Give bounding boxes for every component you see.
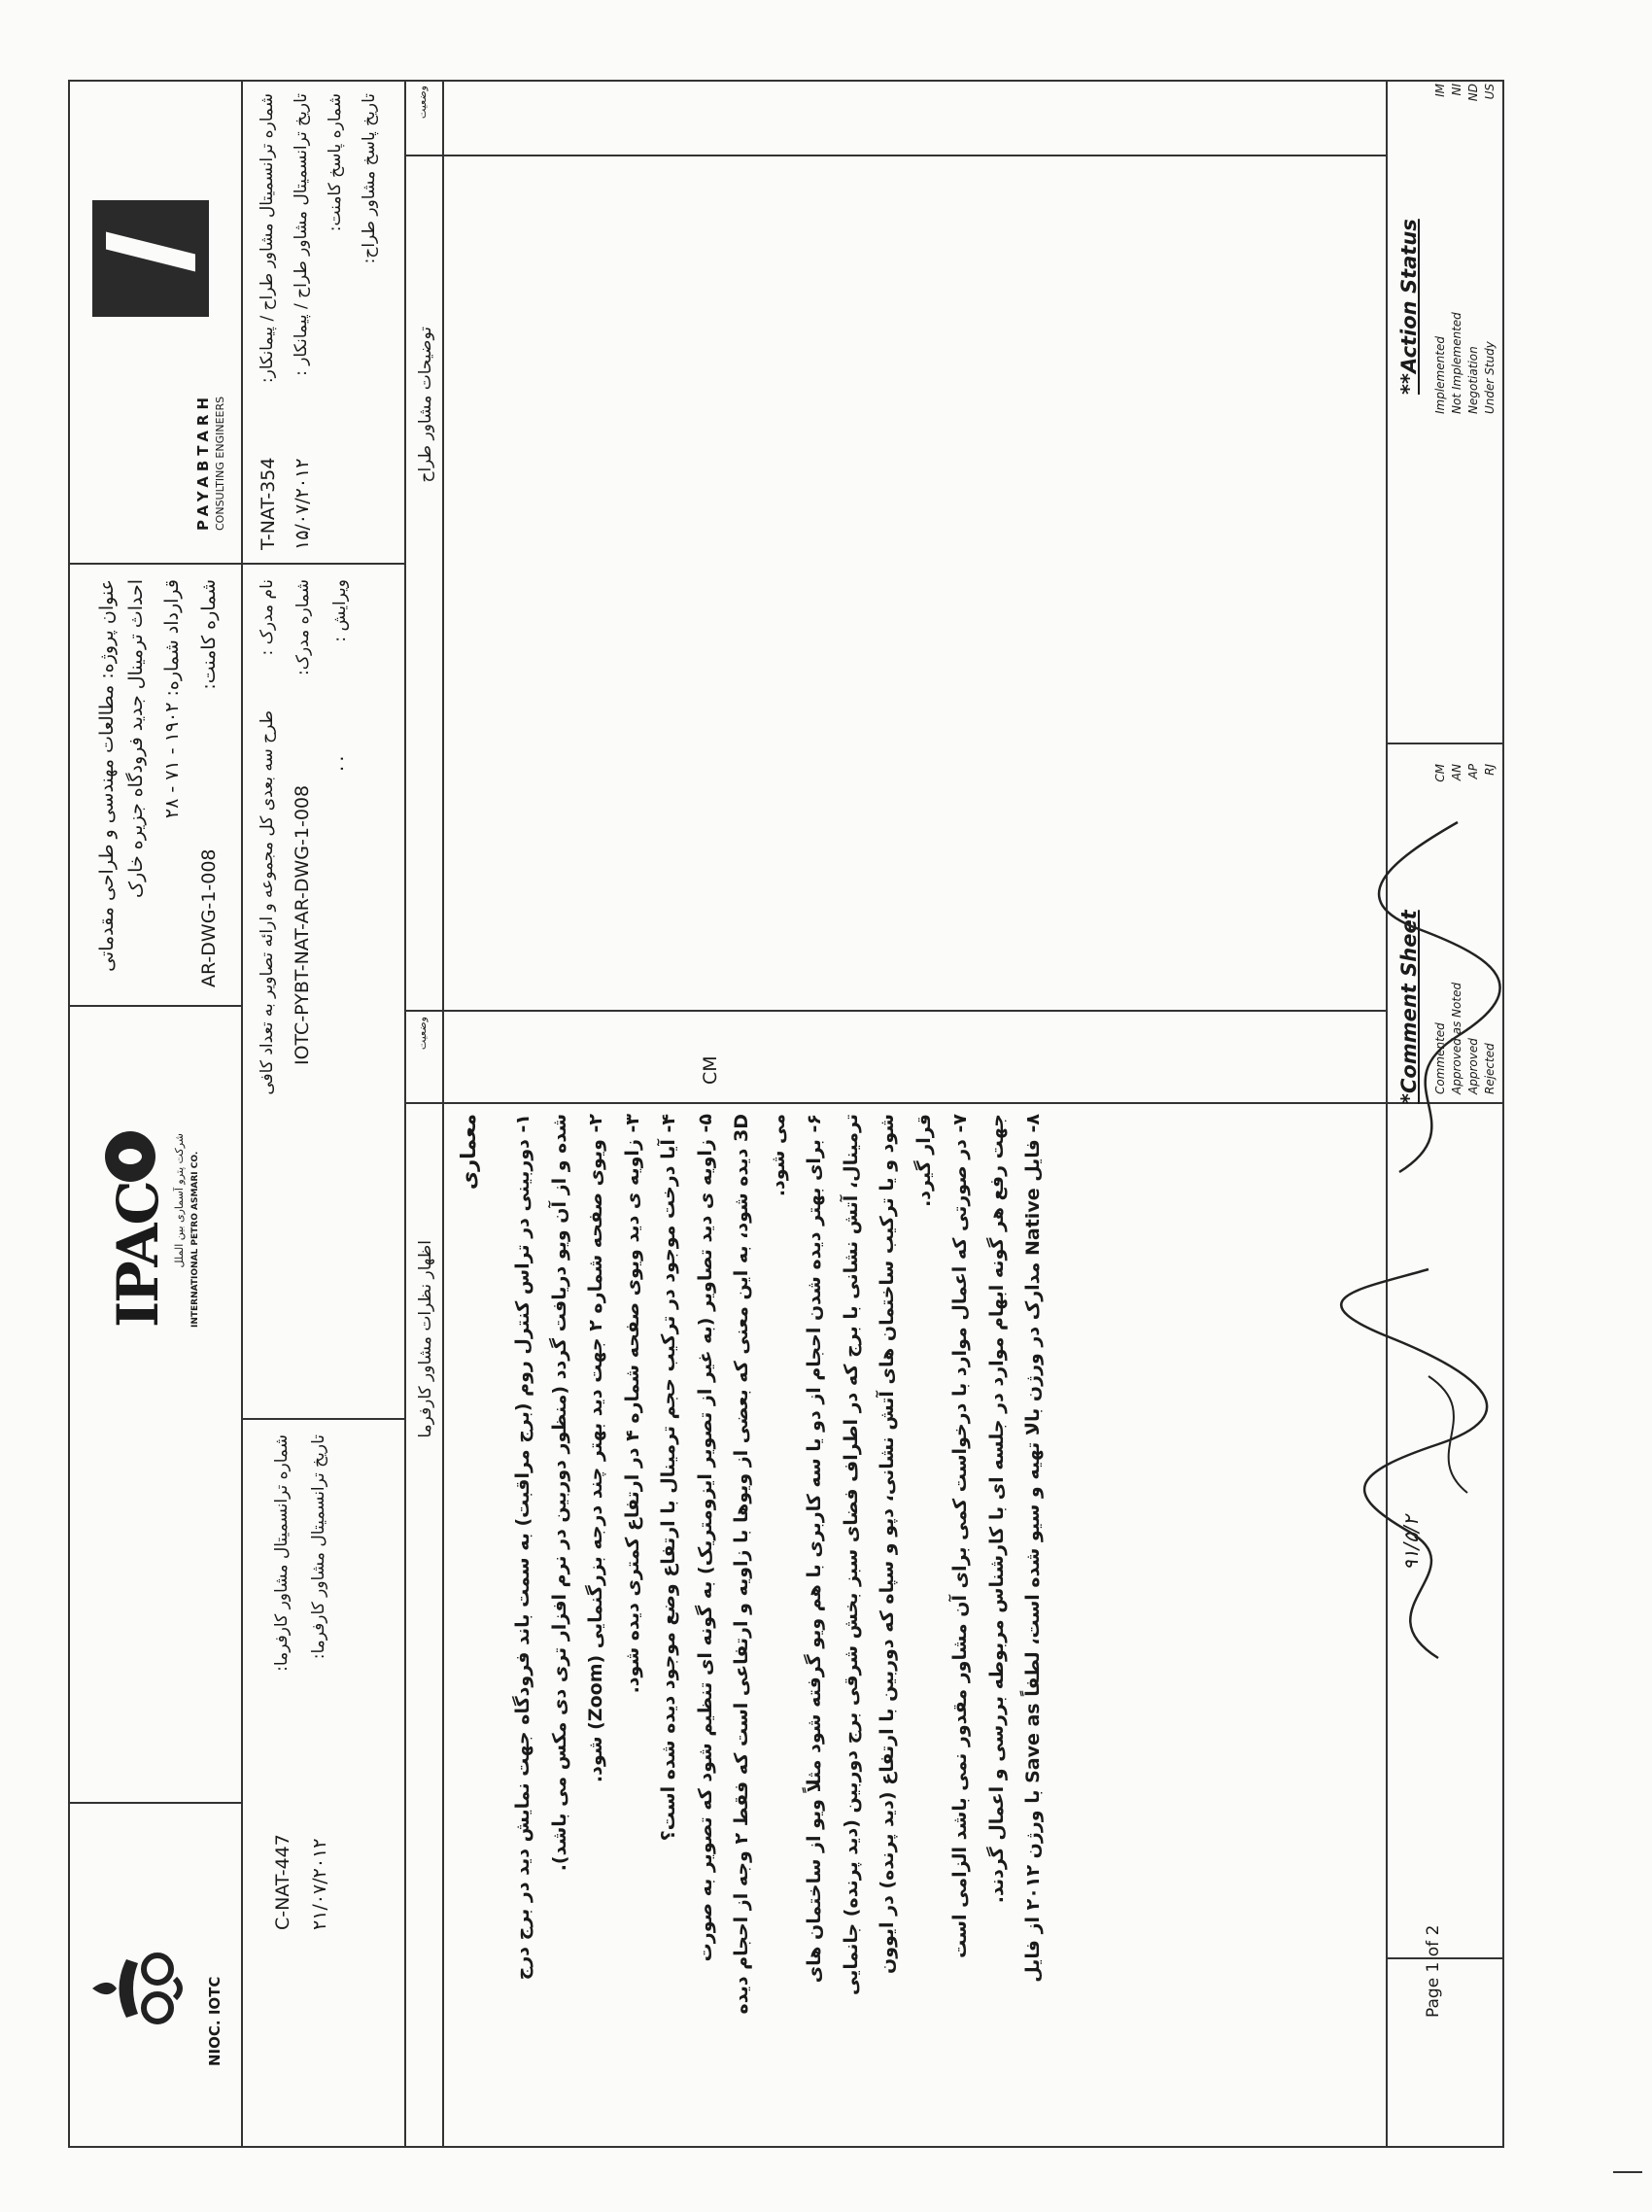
comment-line: ۴- آیا درخت موجود در ترکیب حجم ترمینال با ارتفاع وضع موجود دیده شده است؟ [658, 1114, 679, 1842]
comment-line: 3D دیده شود، به این معنی که بعضی از ویوها با زاویه و ارتفاعی است که فقط ۲ وجه از احجام دیده [731, 1114, 752, 2015]
doc-name-label: نام مدرک : [258, 579, 277, 656]
legend-code: AN [1450, 764, 1463, 781]
payabtarh-name: PAYABTARH [194, 392, 212, 531]
comment-line: شده و از آن ویو دریافت گردد (منظور دوربین در نرم افزار تری دی مکس می باشد). [548, 1114, 570, 1872]
legend-label: Commented [1433, 1022, 1447, 1094]
doc-name: طرح سه بعدی کل مجموعه و ارائه تصاویر به تعداد کافی [258, 710, 277, 1095]
nioc-label: NIOC. IOTC [206, 1976, 224, 2066]
legend-code: IM [1433, 84, 1447, 97]
info-divider-2 [243, 1418, 406, 1420]
legend-label: Rejected [1483, 1043, 1497, 1094]
legend-divider-2 [1388, 743, 1504, 744]
comment-line: ترمینال، آتش نشانی با برج که در اطراف فضای سبز بخش شرقی برج دوربین (دید پرنده) جانمایی [840, 1114, 862, 1996]
header-frame [68, 80, 243, 2148]
table-header-line [442, 80, 444, 2148]
nioc-logo [87, 1940, 194, 2037]
project-title: عنوان پروژه: مطالعات مهندسی و طراحی مقدماتی احداث ترمینال جدید فرودگاه جزیره خارک [96, 579, 147, 972]
legend-label: Negotiation [1466, 346, 1480, 414]
table-col-divider-2 [406, 1010, 1388, 1012]
revision: ۰۰ [330, 753, 352, 774]
section-title: معماری [457, 1114, 480, 1191]
action-status-title: **Action Status [1397, 219, 1421, 395]
page-number: Page 1 of 2 [1424, 1924, 1443, 2018]
client-transmittal-date: ۲۱/۰۷/۲۰۱۲ [309, 1838, 330, 1930]
legend-row [1450, 84, 1466, 414]
legend-code: ND [1466, 84, 1480, 102]
contract-number: قرارداد شماره: ۱۹۰۲ - ۷۱ - ۲۸ [161, 579, 183, 819]
consultant-transmittal-date-label: تاریخ ترانسمیتال مشاور طراح / پیمانکار : [292, 93, 311, 376]
consultant-transmittal-no: T-NAT-354 [258, 457, 279, 550]
comment-line: ۳- زاویه ی دید ویوی صفحه شماره ۴ در ارتفاع کمتری دیده شود. [621, 1114, 643, 1694]
ipac-logo-text: IPAC [105, 1182, 171, 1328]
legend-label: Under Study [1483, 341, 1497, 414]
legend-label: Implemented [1433, 336, 1447, 414]
legend-row [1466, 84, 1483, 414]
comment-line: ۶- برای بهتر دیده شدن احجام از دو یا سه کاربری با هم ویو گرفته شود مثلاً ویو از ساختمان های [804, 1114, 825, 1984]
payabtarh-logo [92, 200, 209, 317]
client-transmittal-label: شماره ترانسمیتال مشاور کارفرما: [272, 1434, 292, 1672]
legend-divider-3 [1388, 1957, 1504, 1959]
comment-sheet-title: *Comment Sheet [1397, 910, 1421, 1104]
comment-number-label: شماره کامنت: [198, 579, 220, 690]
legend-code: NI [1450, 84, 1463, 96]
col-status-mid: وضعیت [416, 1017, 429, 1051]
comment-number: AR-DWG-1-008 [198, 848, 220, 987]
table-col-divider-3 [406, 1102, 1388, 1104]
legend-code: AP [1466, 764, 1480, 779]
status-code: CM [700, 1055, 721, 1085]
legend-label: Not Implemented [1450, 312, 1463, 414]
margin-mark [1613, 2171, 1642, 2173]
comment-list [505, 1114, 1052, 2125]
signature-1 [1322, 1260, 1516, 1668]
col-status-left: وضعیت [416, 86, 429, 120]
consultant-transmittal-label: شماره ترانسمیتال مشاور طراح / پیمانکار: [258, 93, 277, 384]
table-col-divider-1 [406, 155, 1388, 156]
reply-number-label: شماره پاسخ کامنت: [326, 93, 345, 232]
reply-date-label: تاریخ پاسخ مشاور طراح: [360, 93, 379, 264]
legend-code: RJ [1483, 764, 1497, 776]
header-divider-2 [68, 1005, 243, 1007]
legend-row [1433, 84, 1450, 414]
header-divider-3 [68, 1802, 243, 1804]
legend-row [1483, 84, 1499, 414]
comment-line: می شود. [767, 1114, 789, 1197]
comment-line: ۱- دوربینی در تراس کنترل روم (برج مراقبت) به سمت باند فرودگاه جهت نمایش دید در برج درج [512, 1114, 533, 1981]
signature-date: ۹۱/۵/۲ [1399, 1515, 1423, 1571]
legend-label: Approved as Noted [1450, 982, 1463, 1094]
ipac-subtitle: شرکت پترو آسماری بین الملل [173, 1133, 186, 1268]
comment-line: شود و یا ترکیب ساختمان های آتش نشانی، دپو و سپاه که دوربین با ارتفاع (دید پرنده) در ایوون [877, 1114, 898, 1975]
comment-line: جهت رفع هر گونه ابهام موارد در جلسه ای با کارشناس مربوطه بررسی و اعمال گردند. [985, 1114, 1008, 1904]
signature-2 [1360, 812, 1506, 1182]
comment-line: ۸- فایل Native مدارک در ورژن بالا تهیه و سیو شده است، لطفاً Save as با ورژن ۲۰۱۲ از فایل [1022, 1114, 1044, 1983]
ipac-drop-icon [105, 1131, 155, 1182]
comment-line: ۵- زاویه ی دید تصاویر (به غیر از تصویر ایزومتریک) به گونه ای تنظیم شود که تصویر به صورت [694, 1114, 716, 1962]
payabtarh-subtitle: CONSULTING ENGINEERS [214, 396, 226, 531]
col-designer-comments: توضیحات مشاور طراح [416, 327, 435, 483]
legend-label: Approved [1466, 1038, 1480, 1094]
doc-number-label: شماره مدرک: [293, 579, 313, 675]
revision-label: ویرایش : [330, 579, 350, 642]
comment-line: ۲- ویوی صفحه شماره ۲ جهت دید بهتر چند درجه بزرگنمایی (Zoom) شود. [585, 1114, 606, 1783]
comment-line: ۷- در صورتی که اعمال موارد با درخواست کمی برای آن مشاور مقدور نمی باشد الزامی است [949, 1114, 971, 1958]
col-client-comments: اظهار نظرات مشاور کارفرما [416, 1240, 435, 1438]
header-divider-1 [68, 563, 243, 565]
doc-number: IOTC-PYBT-NAT-AR-DWG-1-008 [292, 784, 313, 1065]
ipac-subtitle-en: INTERNATIONAL PETRO ASMARI CO. [190, 1151, 200, 1328]
info-divider-1 [243, 563, 406, 565]
consultant-transmittal-date: ۱۵/۰۷/۲۰۱۲ [292, 458, 313, 550]
action-status-list [1433, 84, 1499, 414]
client-transmittal-no: C-NAT-447 [272, 1834, 293, 1930]
legend-code: US [1483, 84, 1497, 100]
comment-line: قرار گیرد. [912, 1114, 935, 1207]
client-transmittal-date-label: تاریخ ترانسمیتال مشاور کارفرما: [309, 1434, 328, 1660]
legend-code: CM [1433, 764, 1447, 782]
